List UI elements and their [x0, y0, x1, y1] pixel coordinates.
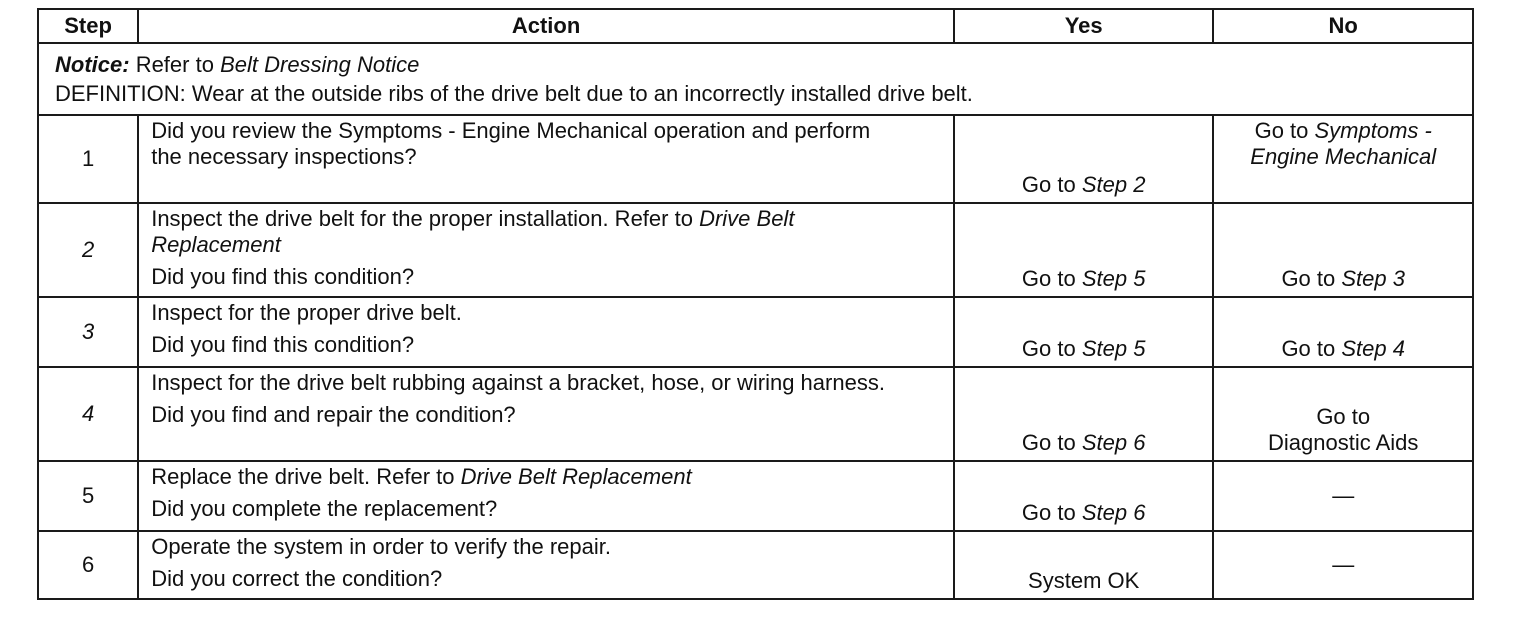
yes-result: Go to Step 5	[1021, 266, 1146, 291]
no-result: Go to Step 4	[1281, 336, 1405, 361]
no-result: Go to Step 3	[1281, 266, 1405, 291]
table-row	[38, 367, 1473, 461]
action-text: Did you review the Symptoms - Engine Mechanical operation and perform the necessary inspections?	[151, 118, 871, 169]
yes-result: Go to Step 6	[1021, 430, 1146, 455]
action-text: Inspect for the drive belt rubbing against a bracket, hose, or wiring harness.	[151, 370, 885, 395]
yes-result: Go to Step 5	[1021, 336, 1146, 361]
header-no: No	[1213, 9, 1473, 43]
step-number: 3	[38, 297, 138, 367]
question-text: Did you find this condition?	[151, 264, 415, 289]
header-row	[38, 9, 1473, 43]
table-row	[38, 115, 1473, 203]
action-text: Replace the drive belt. Refer to Drive Belt Replacement	[151, 464, 692, 489]
question-text: Did you complete the replacement?	[151, 496, 498, 521]
step-number: 5	[38, 461, 138, 531]
action-text: Inspect for the proper drive belt.	[151, 300, 462, 325]
step-number: 1	[38, 115, 138, 203]
yes-result: System OK	[1028, 568, 1140, 593]
question-text: Did you correct the condition?	[151, 566, 443, 591]
table-row	[38, 531, 1473, 599]
no-result: —	[1332, 552, 1355, 577]
no-result: Go to Symptoms - Engine Mechanical	[1250, 118, 1437, 169]
header-step: Step	[38, 9, 138, 43]
notice-text: Refer to	[135, 52, 214, 77]
definition-text: DEFINITION: Wear at the outside ribs of the drive belt due to an incorrectly installed drive belt.	[55, 81, 973, 106]
header-yes: Yes	[954, 9, 1214, 43]
question-text: Did you find and repair the condition?	[151, 402, 516, 427]
question-text: Did you find this condition?	[151, 332, 415, 357]
notice-row	[38, 43, 1473, 115]
action-text: Operate the system in order to verify the repair.	[151, 534, 611, 559]
notice-block	[39, 44, 1472, 112]
header-action: Action	[138, 9, 954, 43]
notice-label: Notice:	[55, 52, 130, 77]
table-row	[38, 297, 1473, 367]
action-text: Inspect the drive belt for the proper installation. Refer to Drive Belt Replacement	[151, 206, 795, 257]
notice-link: Belt Dressing Notice	[220, 52, 420, 77]
no-result: Go to Diagnostic Aids	[1268, 404, 1419, 455]
table-row	[38, 203, 1473, 297]
no-result: —	[1332, 483, 1355, 508]
yes-result: Go to Step 6	[1021, 500, 1146, 525]
step-number: 6	[38, 531, 138, 599]
yes-result: Go to Step 2	[1021, 172, 1146, 197]
step-number: 4	[38, 367, 138, 461]
step-number: 2	[38, 203, 138, 297]
diagnostic-table	[37, 8, 1474, 600]
table-row	[38, 461, 1473, 531]
